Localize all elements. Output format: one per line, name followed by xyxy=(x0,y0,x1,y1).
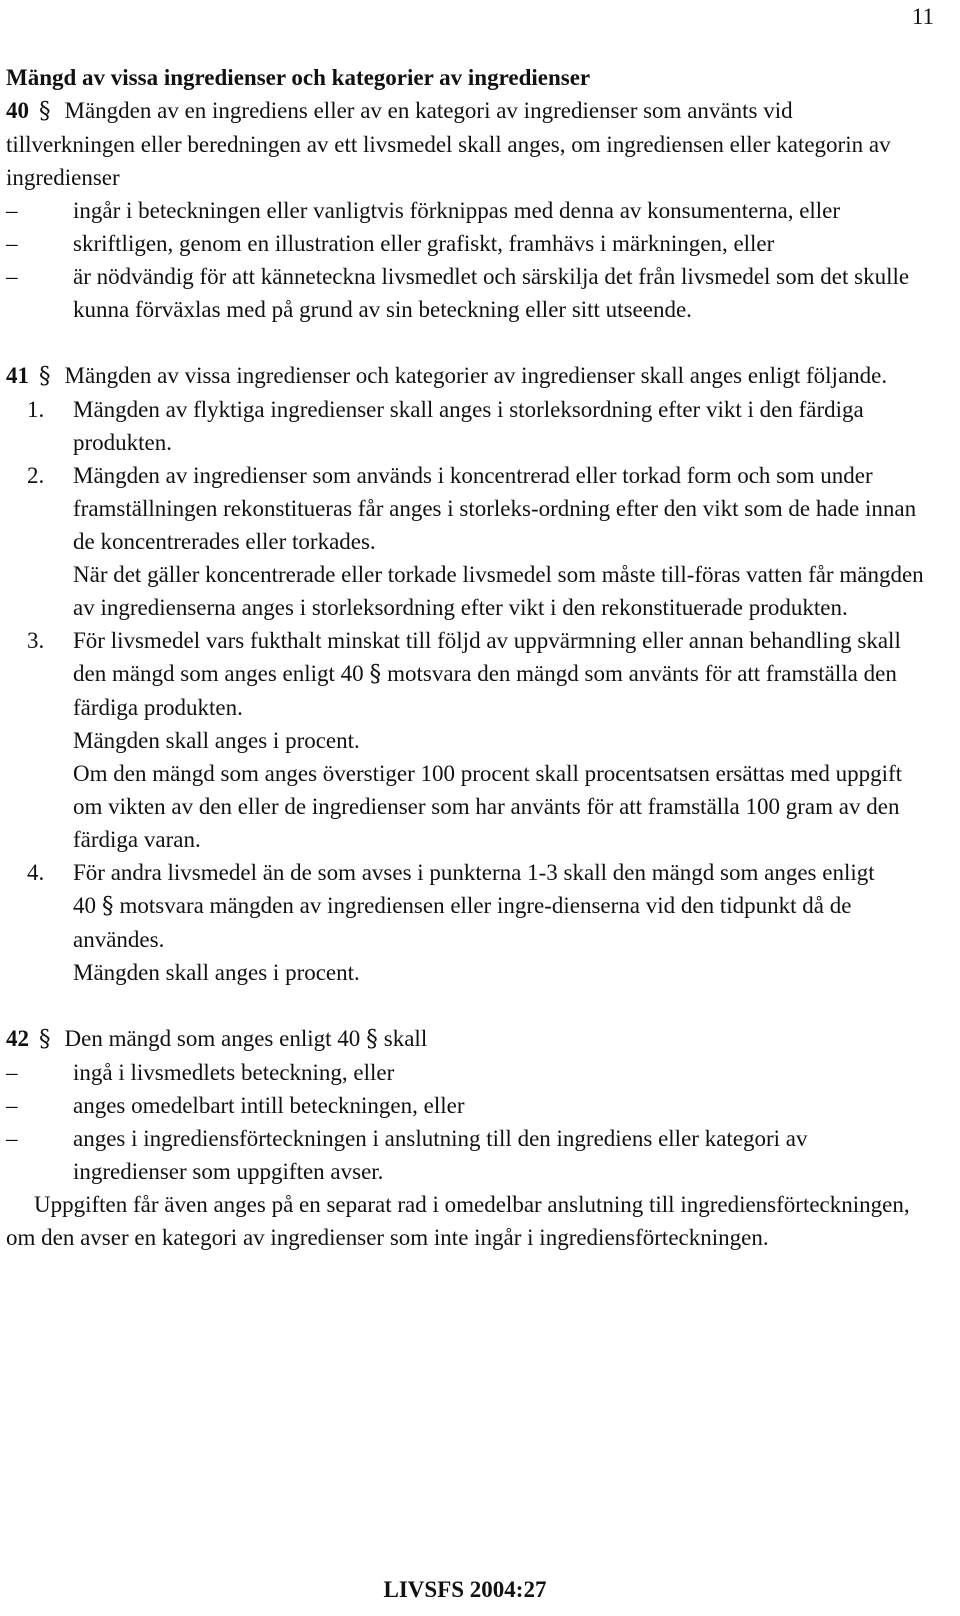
section-heading: Mängd av vissa ingredienser och kategorier av ingredienser xyxy=(6,65,591,90)
list-item: – ingår i beteckningen eller vanligtvis förknippas med denna av konsumenterna, eller xyxy=(6,194,926,227)
section-sign: § xyxy=(366,1026,378,1052)
paragraph-40-intro xyxy=(6,94,926,194)
spacer xyxy=(6,989,926,1022)
numbered-item-4: 4. För andra livsmedel än de som avses i punkterna 1-3 skall den mängd som anges enligt 40 § motsvara mängden av ingrediensen eller ingre-dienserna vid den tidpunkt då de användes. Mängden skall anges i procent. xyxy=(6,856,926,989)
numbered-item-1: 1. Mängden av flyktiga ingredienser skall anges i storleksordning efter vikt i den färdiga produkten. xyxy=(6,393,926,459)
dash-bullet: – xyxy=(6,264,18,289)
paragraph-41 xyxy=(6,359,926,989)
closing-paragraph: Uppgiften får även anges på en separat rad i omedelbar anslutning till ingrediensförteckningen, om den avser en kategori av ingredienser som inte ingår i ingrediensförteckningen. xyxy=(6,1192,910,1250)
item-number: 2. xyxy=(27,463,45,488)
list-item: – anges omedelbart intill beteckningen, eller xyxy=(6,1089,926,1122)
list-item: – är nödvändig för att känneteckna livsmedlet och särskilja det från livsmedel som det skulle kunna förväxlas med på grund av sin beteckning eller sitt utseende. xyxy=(6,260,926,326)
paragraph-text: Mängden av vissa ingredienser och kategorier av ingredienser skall anges enligt följande. xyxy=(64,363,888,388)
paragraph-number: 40 xyxy=(6,98,29,123)
paragraph-42 xyxy=(6,1022,926,1254)
item-number: 3. xyxy=(27,628,45,653)
dash-bullet: – xyxy=(6,231,18,256)
section-sign: § xyxy=(39,363,51,389)
section-sign: § xyxy=(369,661,382,687)
dash-bullet: – xyxy=(6,198,18,223)
numbered-item-3: 3. För livsmedel vars fukthalt minskat till följd av uppvärmning eller annan behandling skall den mängd som anges enligt 40 § motsvara den mängd som använts för att framställa den färdiga produkten. Mängden skall anges i procent. Om den mängd som anges överstiger 100 procent skall procentsatsen ersättas med uppgift om vikten av den eller de ingredienser som har använts för att framställa 100 gram av den färdiga varan. xyxy=(6,624,926,856)
list-item: – skriftligen, genom en illustration eller grafiskt, framhävs i märkningen, eller xyxy=(6,227,926,260)
paragraph-text: Mängden av en ingrediens eller av en kategori av ingredienser som använts vid tillverkningen eller beredningen av ett livsmedel skall anges, om ingrediensen eller kategorin av ingredienser xyxy=(6,98,891,190)
item-number: 1. xyxy=(27,397,45,422)
list-item: – anges i ingrediensförteckningen i anslutning till den ingrediens eller kategori av ingredienser som uppgiften avser. xyxy=(6,1122,926,1188)
paragraph-40 xyxy=(6,94,926,326)
dash-bullet: – xyxy=(6,1093,18,1118)
section-sign: § xyxy=(39,1026,51,1052)
paragraph-41-intro xyxy=(6,359,926,393)
document-body xyxy=(6,61,926,1254)
dash-bullet: – xyxy=(6,1126,18,1151)
page-number: 11 xyxy=(911,4,934,29)
section-sign: § xyxy=(102,893,114,919)
document-reference-footer: LIVSFS 2004:27 xyxy=(383,1577,547,1602)
item-number: 4. xyxy=(27,860,45,885)
dash-bullet: – xyxy=(6,1060,18,1085)
paragraph-number: 42 xyxy=(6,1026,29,1051)
paragraph-number: 41 xyxy=(6,363,29,388)
numbered-item-2: 2. Mängden av ingredienser som används i koncentrerad eller torkad form och som under framställningen rekonstitueras får anges i storleks-ordning efter den vikt som de hade innan de koncentrerades eller torkades. När det gäller koncentrerade eller torkade livsmedel som måste till-föras vatten får mängden av ingredienserna anges i storleksordning efter vikt i den rekonstituerade produkten. xyxy=(6,459,926,624)
section-sign: § xyxy=(39,98,51,124)
spacer xyxy=(6,326,926,359)
paragraph-42-intro: 42 § Den mängd som anges enligt 40 § skall xyxy=(6,1022,926,1056)
list-item: – ingå i livsmedlets beteckning, eller xyxy=(6,1056,926,1089)
